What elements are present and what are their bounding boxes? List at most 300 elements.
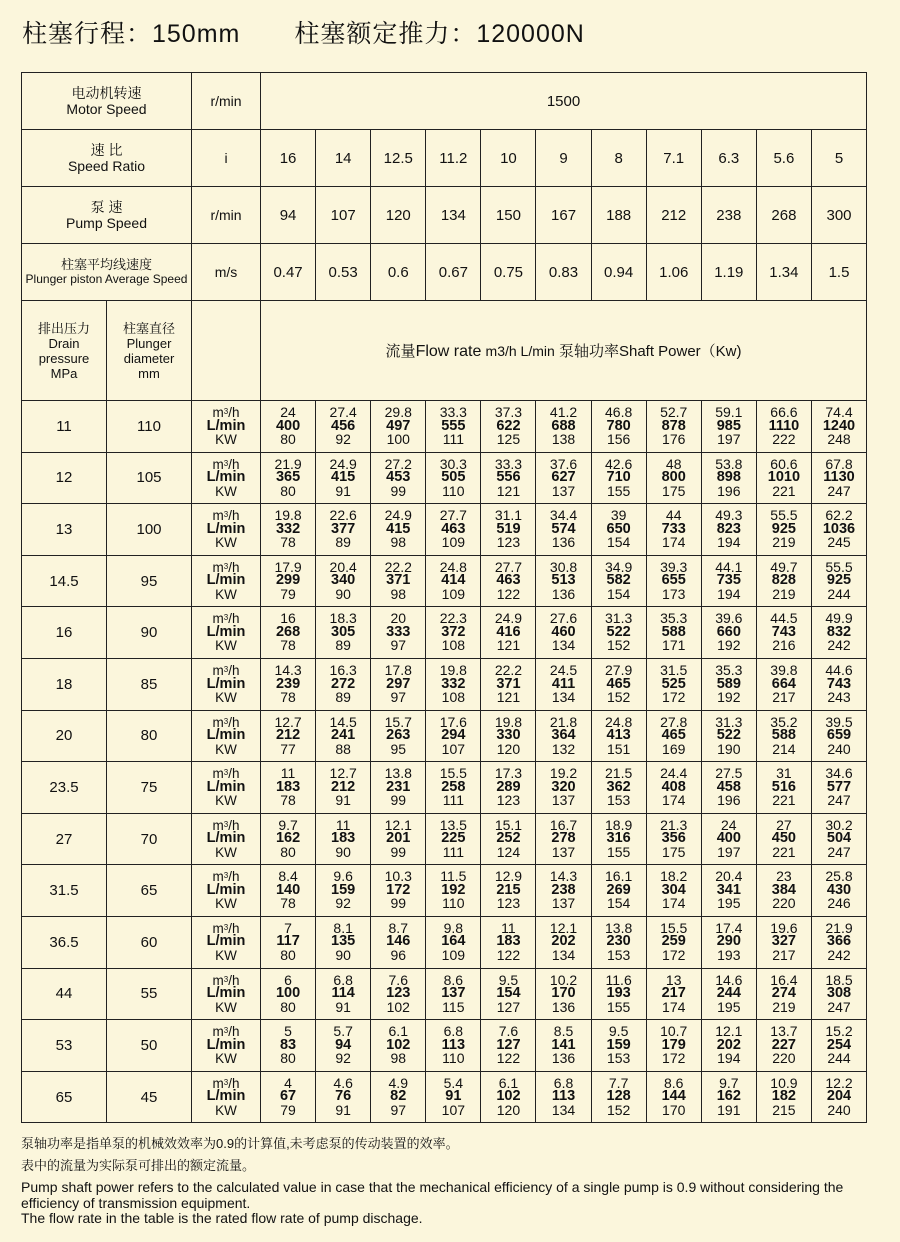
m3h-value: 27.7 [439, 507, 467, 524]
lmin-value: 413 [606, 727, 631, 744]
kw-value: 98 [390, 1050, 407, 1067]
m3h-value: 27.4 [329, 404, 357, 421]
speed-ratio-cell: 6.3 [701, 130, 756, 187]
flow-power-cell [591, 916, 646, 968]
plunger-speed-cell: 1.5 [811, 244, 866, 301]
flow-power-cell [481, 762, 536, 814]
lmin-value: 128 [606, 1088, 631, 1105]
drain-en2: pressure [38, 351, 90, 366]
lmin-value: 239 [275, 675, 301, 692]
flow-power-cell [536, 607, 591, 659]
plunger-speed-cell: 0.83 [536, 244, 591, 301]
flow-power-cell [756, 1071, 811, 1123]
m3h-value: 48 [665, 455, 682, 472]
lmin-value: 201 [386, 830, 411, 847]
kw-value: 98 [390, 585, 407, 602]
flow-power-cell [756, 401, 811, 453]
m3h-value: 41.2 [549, 404, 578, 421]
motor-speed-row [22, 73, 867, 130]
m3h-value: 33.3 [439, 404, 467, 421]
plunger-speed-cn: 柱塞平均线速度 [61, 257, 153, 272]
flow-power-cell [316, 1071, 371, 1123]
m3h-value: 5.4 [443, 1074, 464, 1091]
shaft-power-cn: 泵轴功率 [558, 343, 619, 360]
kw-value: 171 [662, 637, 686, 654]
kw-value: 95 [390, 740, 407, 757]
plunger-speed-cell: 0.6 [371, 244, 426, 301]
m3h-value: 19.8 [494, 713, 523, 730]
diameter-cell: 110 [107, 401, 192, 453]
flow-power-cell [756, 813, 811, 865]
lmin-value: 212 [331, 778, 356, 795]
kw-value: 80 [280, 431, 296, 448]
lmin-value: 450 [771, 830, 796, 847]
flow-power-cell [646, 916, 701, 968]
flow-power-cell [536, 968, 591, 1020]
m3h-value: 42.6 [605, 455, 633, 472]
lmin-value: 113 [441, 1036, 466, 1053]
lmin-value: 113 [551, 1088, 576, 1105]
lmin-value: 504 [826, 830, 852, 847]
flow-power-cell [426, 916, 481, 968]
kw-value: 127 [496, 998, 521, 1015]
data-row [22, 865, 867, 917]
lmin-value: 289 [496, 778, 521, 795]
lmin-value: 252 [496, 830, 521, 847]
kw-value: 78 [280, 637, 296, 654]
lmin-value: 144 [661, 1088, 686, 1105]
lmin-value: 832 [826, 623, 852, 640]
lmin-value: 268 [275, 623, 301, 640]
kw-value: 78 [280, 689, 296, 706]
data-row [22, 762, 867, 814]
flow-power-cell [316, 762, 371, 814]
kw-value: 97 [390, 637, 407, 654]
m3h-value: 6.8 [333, 971, 353, 988]
flow-power-cell [426, 813, 481, 865]
flow-power-cell [811, 401, 866, 453]
kw-value: 120 [496, 740, 521, 757]
diameter-cell: 70 [107, 813, 192, 865]
kw-value: 98 [390, 534, 407, 551]
m3h-value: 11 [280, 765, 296, 782]
lmin-value: 371 [386, 572, 411, 589]
m3h-unit: $m^3/h$ [212, 869, 240, 885]
speed-ratio-cell: 7.1 [646, 130, 701, 187]
pump-speed-cell: 212 [646, 187, 701, 244]
m3h-value: 19.6 [770, 919, 798, 936]
m3h-value: 11.5 [440, 868, 467, 885]
flow-power-cell [756, 452, 811, 504]
flow-power-cell [646, 1071, 701, 1123]
kw-value: 152 [606, 1101, 631, 1118]
flow-power-cell [646, 813, 701, 865]
m3h-value: 31 [776, 765, 792, 782]
m3h-value: 12.7 [274, 713, 302, 730]
flow-power-cell [536, 658, 591, 710]
kw-unit: KW [215, 586, 237, 602]
m3h-value: 39.3 [660, 558, 688, 575]
flow-power-cell [261, 555, 316, 607]
lmin-value: 159 [606, 1036, 631, 1053]
lmin-value: 1110 [768, 417, 800, 434]
lmin-value: 588 [771, 727, 796, 744]
flow-power-cell [371, 710, 426, 762]
kw-value: 248 [827, 431, 851, 448]
m3h-value: 22.2 [384, 558, 412, 575]
m3h-value: 13.7 [770, 1023, 798, 1040]
flow-power-cell [536, 1071, 591, 1123]
flow-units: m3/h L/min [485, 343, 555, 359]
kw-value: 100 [386, 431, 410, 448]
m3h-value: 44.6 [825, 662, 853, 679]
motor-speed-cn: 电动机转速 [71, 85, 142, 101]
lmin-value: 377 [331, 520, 356, 537]
diameter-unit: mm [138, 366, 160, 381]
m3h-value: 20 [390, 610, 407, 627]
lmin-unit: L/min [206, 881, 246, 898]
m3h-value: 34.4 [549, 507, 578, 524]
kw-value: 247 [827, 843, 851, 860]
m3h-value: 30.3 [439, 455, 467, 472]
lmin-value: 238 [551, 881, 576, 898]
flow-power-cell [756, 607, 811, 659]
diameter-cell: 60 [107, 916, 192, 968]
m3h-value: 13 [665, 971, 682, 988]
lmin-value: 505 [441, 469, 466, 486]
kw-value: 193 [717, 946, 741, 963]
lmin-value: 800 [661, 469, 686, 486]
lmin-value: 274 [771, 985, 796, 1002]
flow-power-cell [371, 607, 426, 659]
kw-value: 91 [335, 482, 351, 499]
lmin-value: 627 [551, 469, 576, 486]
flow-power-cell [536, 710, 591, 762]
kw-value: 121 [496, 482, 521, 499]
lmin-value: 225 [441, 830, 466, 847]
lmin-value: 365 [275, 469, 301, 486]
flow-power-cell [591, 813, 646, 865]
lmin-value: 384 [771, 881, 796, 898]
pressure-cell: 11 [22, 401, 107, 453]
flow-power-cell [316, 504, 371, 556]
motor-speed-value: 1500 [261, 73, 867, 130]
flow-power-cell [481, 555, 536, 607]
lmin-value: 516 [771, 778, 796, 795]
lmin-value: 519 [496, 520, 521, 537]
blank-unit-header [192, 301, 261, 401]
flow-power-cell [701, 916, 756, 968]
flow-power-cell [591, 1020, 646, 1072]
pressure-cell: 12 [22, 452, 107, 504]
kw-value: 136 [551, 998, 576, 1015]
drain-unit: MPa [50, 366, 78, 381]
m3h-value: 21.8 [549, 713, 578, 730]
m3h-value: 11 [335, 816, 351, 833]
kw-value: 222 [772, 431, 796, 448]
lmin-value: 465 [661, 727, 686, 744]
m3h-value: 8.5 [553, 1023, 574, 1040]
m3h-value: 4.9 [388, 1074, 408, 1091]
m3h-value: 6.8 [443, 1023, 464, 1040]
lmin-unit: L/min [206, 985, 246, 1002]
m3h-value: 37.6 [549, 455, 578, 472]
kw-value: 219 [772, 585, 796, 602]
lmin-value: 183 [331, 830, 356, 847]
lmin-value: 94 [335, 1036, 352, 1053]
m3h-value: 8.4 [278, 868, 298, 885]
flow-power-cell [591, 710, 646, 762]
flow-power-cell [426, 1020, 481, 1072]
kw-value: 79 [280, 1101, 296, 1118]
kw-value: 88 [335, 740, 351, 757]
kw-value: 120 [496, 1101, 521, 1118]
shaft-power-en: Shaft Power（Kw) [618, 343, 742, 360]
m3h-value: 8.7 [388, 919, 408, 936]
unit-label-cell [192, 658, 261, 710]
m3h-value: 24.8 [439, 558, 467, 575]
diameter-cell: 50 [107, 1020, 192, 1072]
lmin-value: 305 [331, 623, 356, 640]
speed-ratio-cell: 5 [811, 130, 866, 187]
flow-power-cell [261, 1071, 316, 1123]
flow-power-cell [261, 452, 316, 504]
flow-power-cell [261, 504, 316, 556]
lmin-value: 212 [275, 727, 301, 744]
flow-power-cell [316, 710, 371, 762]
flow-power-cell [371, 452, 426, 504]
lmin-value: 372 [441, 623, 466, 640]
kw-value: 134 [551, 1101, 576, 1118]
lmin-value: 416 [496, 623, 521, 640]
m3h-value: 74.4 [825, 404, 853, 421]
m3h-value: 31.1 [494, 507, 523, 524]
kw-value: 137 [551, 482, 576, 499]
flow-power-cell [701, 762, 756, 814]
flow-power-cell [811, 1071, 866, 1123]
m3h-value: 17.9 [274, 558, 302, 575]
kw-value: 109 [441, 534, 466, 551]
kw-value: 111 [442, 792, 464, 809]
flow-power-cell [481, 607, 536, 659]
kw-value: 136 [551, 534, 576, 551]
lmin-value: 183 [496, 933, 521, 950]
flow-power-cell [811, 968, 866, 1020]
diameter-cell: 85 [107, 658, 192, 710]
flow-power-cell [591, 762, 646, 814]
kw-value: 191 [717, 1101, 741, 1118]
m3h-value: 24.9 [494, 610, 523, 627]
lmin-value: 362 [606, 778, 631, 795]
lmin-value: 330 [496, 727, 521, 744]
pump-speed-cell: 167 [536, 187, 591, 244]
m3h-unit: $m^3/h$ [212, 817, 240, 833]
kw-value: 247 [827, 792, 851, 809]
column-header-row [22, 301, 867, 401]
m3h-unit: $m^3/h$ [212, 405, 240, 421]
kw-value: 110 [442, 895, 465, 912]
pressure-cell: 18 [22, 658, 107, 710]
flow-power-cell [811, 452, 866, 504]
lmin-unit: L/min [206, 623, 246, 640]
flow-power-cell [756, 710, 811, 762]
flow-power-cell [426, 710, 481, 762]
lmin-value: 589 [716, 675, 741, 692]
lmin-value: 172 [386, 881, 411, 898]
kw-value: 153 [606, 1050, 631, 1067]
kw-value: 89 [335, 534, 351, 551]
kw-value: 111 [442, 843, 464, 860]
kw-value: 89 [335, 689, 351, 706]
diameter-cell: 55 [107, 968, 192, 1020]
lmin-value: 453 [386, 469, 411, 486]
flow-power-cell [261, 607, 316, 659]
lmin-value: 332 [441, 675, 466, 692]
pump-speed-en: Pump Speed [66, 215, 147, 231]
flow-power-cell [536, 401, 591, 453]
m3h-value: 8.6 [663, 1074, 684, 1091]
m3h-value: 14.5 [329, 713, 357, 730]
m3h-value: 5.7 [333, 1023, 353, 1040]
kw-value: 122 [496, 585, 521, 602]
flow-power-cell [591, 968, 646, 1020]
flow-power-cell [701, 401, 756, 453]
flow-power-cell [756, 865, 811, 917]
lmin-value: 259 [661, 933, 686, 950]
pump-speed-cell: 120 [371, 187, 426, 244]
kw-value: 215 [772, 1101, 796, 1118]
flow-power-cell [316, 865, 371, 917]
kw-value: 155 [606, 843, 631, 860]
m3h-value: 35.3 [715, 662, 743, 679]
kw-value: 169 [662, 740, 686, 757]
lmin-value: 297 [386, 675, 411, 692]
flow-power-cell [536, 865, 591, 917]
pressure-cell: 27 [22, 813, 107, 865]
kw-value: 137 [551, 895, 576, 912]
diameter-cell: 95 [107, 555, 192, 607]
unit-label-cell [192, 504, 261, 556]
flow-power-cell [371, 968, 426, 1020]
kw-value: 175 [662, 482, 686, 499]
kw-value: 123 [496, 895, 521, 912]
lmin-value: 828 [771, 572, 796, 589]
unit-label-cell [192, 401, 261, 453]
plunger-speed-en: Plunger piston Average Speed [25, 272, 188, 286]
data-row [22, 813, 867, 865]
flow-power-cell [261, 813, 316, 865]
flow-power-cell [811, 813, 866, 865]
flow-power-cell [591, 555, 646, 607]
m3h-value: 11 [501, 919, 516, 936]
drain-en1: Drain [48, 336, 80, 351]
lmin-value: 140 [275, 881, 301, 898]
diameter-en2: diameter [123, 351, 175, 366]
flow-power-cell [316, 452, 371, 504]
m3h-value: 7 [284, 919, 292, 936]
flow-power-cell [481, 1020, 536, 1072]
motor-speed-label [22, 73, 192, 130]
flow-power-cell [261, 762, 316, 814]
m3h-unit: $m^3/h$ [212, 1075, 240, 1091]
lmin-unit: L/min [206, 1088, 246, 1105]
speed-ratio-en: Speed Ratio [67, 158, 146, 174]
m3h-value: 9.8 [443, 919, 464, 936]
pump-speed-cell: 94 [261, 187, 316, 244]
plunger-speed-cell: 1.34 [756, 244, 811, 301]
pump-speed-cell: 268 [756, 187, 811, 244]
lmin-value: 664 [771, 675, 796, 692]
kw-value: 121 [496, 689, 521, 706]
flow-power-cell [261, 658, 316, 710]
flow-power-cell [646, 762, 701, 814]
kw-value: 220 [772, 1050, 796, 1067]
flow-power-cell [646, 607, 701, 659]
kw-value: 172 [662, 1050, 686, 1067]
flow-power-cell [701, 555, 756, 607]
m3h-value: 24 [280, 404, 296, 421]
unit-label-cell [192, 762, 261, 814]
flow-power-cell [811, 607, 866, 659]
m3h-value: 17.4 [715, 919, 743, 936]
m3h-value: 19.8 [439, 662, 467, 679]
flow-power-cell [371, 916, 426, 968]
kw-value: 221 [772, 482, 796, 499]
kw-value: 123 [496, 534, 521, 551]
m3h-value: 24.5 [549, 662, 578, 679]
kw-value: 195 [717, 998, 741, 1015]
m3h-unit: $m^3/h$ [212, 1024, 240, 1040]
flow-power-cell [481, 504, 536, 556]
flow-power-cell [701, 452, 756, 504]
m3h-value: 22.3 [439, 610, 467, 627]
lmin-value: 525 [661, 675, 686, 692]
m3h-value: 66.6 [770, 404, 798, 421]
m3h-value: 15.7 [384, 713, 412, 730]
flow-power-cell [371, 504, 426, 556]
m3h-value: 18.9 [605, 816, 633, 833]
lmin-value: 162 [275, 830, 301, 847]
m3h-value: 17.6 [439, 713, 467, 730]
flow-power-cell [481, 916, 536, 968]
kw-value: 242 [827, 637, 851, 654]
drain-pressure-header [22, 301, 107, 401]
lmin-unit: L/min [206, 469, 246, 486]
unit-label-cell [192, 1020, 261, 1072]
flow-power-cell [646, 1020, 701, 1072]
drain-cn: 排出压力 [37, 321, 90, 336]
kw-value: 92 [335, 1050, 351, 1067]
motor-speed-en: Motor Speed [66, 101, 147, 117]
m3h-value: 15.2 [825, 1023, 853, 1040]
kw-value: 172 [662, 689, 686, 706]
kw-value: 115 [442, 998, 465, 1015]
lmin-value: 217 [661, 985, 686, 1002]
data-row [22, 658, 867, 710]
flow-power-cell [426, 504, 481, 556]
lmin-unit: L/min [206, 727, 246, 744]
flow-power-cell [261, 865, 316, 917]
m3h-value: 44.1 [715, 558, 743, 575]
flow-power-cell [316, 916, 371, 968]
flow-power-cell [481, 968, 536, 1020]
m3h-value: 49.9 [825, 610, 853, 627]
kw-value: 240 [827, 740, 851, 757]
kw-value: 176 [662, 431, 686, 448]
kw-value: 108 [441, 637, 466, 654]
m3h-value: 31.5 [660, 662, 688, 679]
lmin-value: 164 [441, 933, 466, 950]
